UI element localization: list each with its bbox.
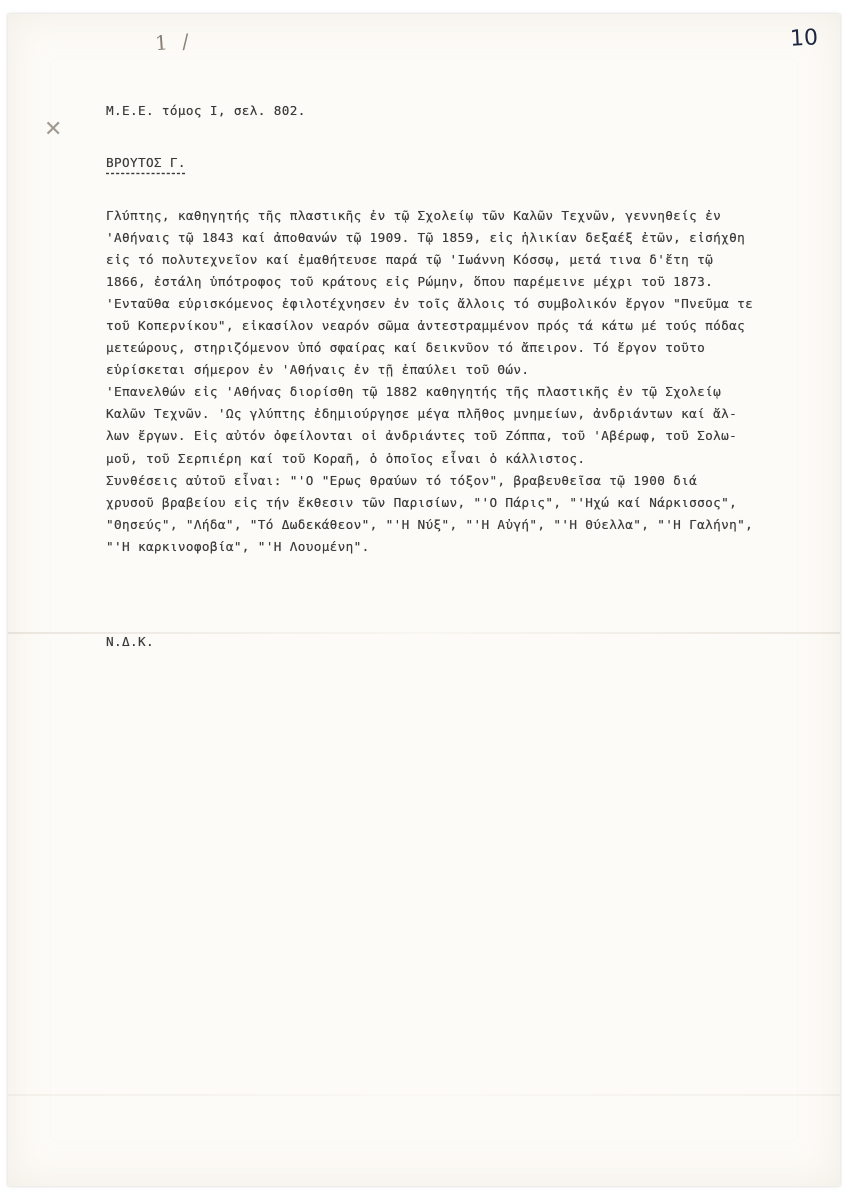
body-line: 1866, ἐστάλη ὑπότροφος τοῦ κράτους εἰς Ρώμην, ὅπου παρέμεινε μέχρι τοῦ 1873. — [106, 274, 714, 290]
body-line: Γλύπτης, καθηγητής τῆς πλαστικῆς ἐν τῷ Σχολείῳ τῶν Καλῶν Τεχνῶν, γεννηθείς ἐν — [106, 208, 722, 223]
paper-sheet — [8, 14, 840, 1186]
ink-scratch-mark-icon: ✕ — [44, 117, 63, 142]
body-line: τοῦ Κοπερνίκου", εἰκασίλον νεαρόν σῶμα ἀντεστραμμένον πρός τά κάτω μέ τούς πόδας — [106, 318, 746, 334]
body-line: 'Αθήναις τῷ 1843 καί ἀποθανών τῷ 1909. Τῷ 1859, εἰς ἡλικίαν δεξαέξ ἐτῶν, εἰσήχθη — [106, 230, 746, 246]
body-line: εὑρίσκεται σήμερον ἐν 'Αθήναις ἐν τῇ ἐπαύλει τοῦ Θών. — [106, 362, 530, 378]
body-line: μοῦ, τοῦ Σερπιέρη καί τοῦ Κοραῆ, ὁ ὁποῖος εἶναι ὁ κάλλιστος. — [106, 450, 586, 466]
paper-fold-line — [8, 1094, 840, 1096]
entry-heading: ΒΡΟΥΤΟΣ Γ. — [106, 155, 186, 170]
body-line: λων ἔργων. Εἰς αὐτόν ὀφείλονται οἱ ἀνδριάντες τοῦ Ζόππα, τοῦ 'Αβέρωφ, τοῦ Σολω- — [106, 428, 738, 444]
body-line: μετεώρους, στηριζόμενον ὑπό σφαίρας καί δεικνῦον τό ἄπειρον. Τό ἔργον τοῦτο — [106, 340, 706, 356]
body-line: εἰς τό πολυτεχνεῖον καί ἐμαθήτευσε παρά τῷ 'Ιωάννη Κόσσῳ, μετά τινα δ'ἔτη τῷ — [106, 252, 714, 268]
body-line: "'Η καρκινοφοβία", "'Η Λουομένη". — [106, 538, 370, 554]
body-line: 'Επανελθών εἰς 'Αθήνας διορίσθη τῷ 1882 καθηγητής τῆς πλαστικῆς ἐν τῷ Σχολείῳ — [106, 384, 722, 400]
handwritten-top-mark: 1 / — [154, 28, 194, 56]
body-line: 'Ενταῦθα εὑρισκόμενος ἐφιλοτέχνησεν ἐν τοῖς ἄλλοις τό συμβολικόν ἔργον "Πνεῦμα τε — [106, 296, 754, 312]
body-line: Καλῶν Τεχνῶν. 'Ως γλύπτης ἐδημιούργησε μέγα πλῆθος μνημείων, ἀνδριάντων καί ἄλ- — [106, 406, 738, 422]
author-initials: Ν.Δ.Κ. — [106, 634, 154, 649]
body-line: "Θησεύς", "Λήδα", "Τό Δωδεκάθεον", "'Η Νύξ", "'Η Αὐγή", "'Η Θύελλα", "'Η Γαλήνη", — [106, 516, 754, 532]
handwritten-page-number: 10 — [789, 25, 819, 52]
biography-body — [106, 205, 753, 558]
body-line: Συνθέσεις αὐτοῦ εἶναι: "'Ο "Ερως θραύων τό τόξον", βραβευθεῖσα τῷ 1900 διά — [106, 472, 698, 488]
source-reference: Μ.Ε.Ε. τόμος Ι, σελ. 802. — [106, 103, 306, 118]
body-line: χρυσοῦ βραβείου εἰς τήν ἔκθεσιν τῶν Παρισίων, "'Ο Πάρις", "'Ηχώ καί Νάρκισσος", — [106, 494, 738, 510]
